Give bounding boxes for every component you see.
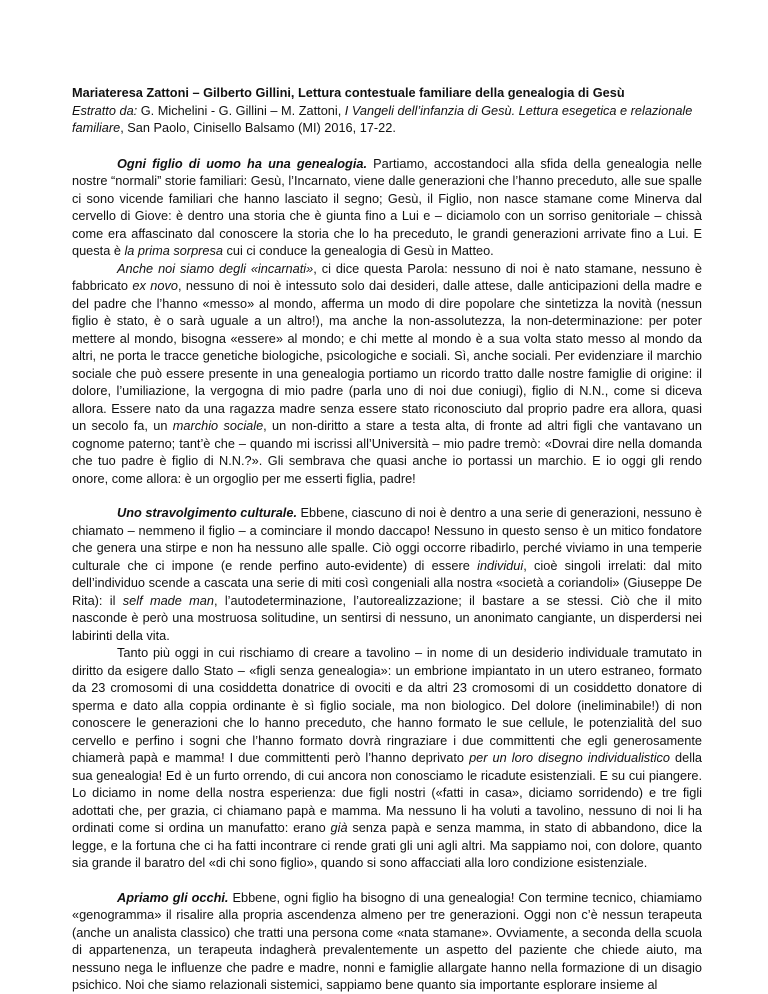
paragraph-text: Partiamo, accostandoci alla sfida della genealogia nelle nostre “normali” storie familiari: Gesù, l’Incarnato, viene dalle generazioni che l’hanno preceduto, alle sue spalle ci sono vicende familiari che hanno lasciato il segno; Gesù, il Figlio, non nasce stamane come Minerva dal cervello di Giove: è dentro una storia che è giunta fino a Lui e – diciamolo con un sorriso genitoriale – chissà come era affascinato dal conoscere la storia che lo ha preceduto, le grandi generazioni arrivate fino a Lui. E questa è (72, 155, 703, 258)
source-label: Estratto da: (72, 102, 138, 118)
body-paragraph (72, 155, 702, 260)
body-paragraph (72, 889, 702, 994)
section-heading: Ogni figlio di uomo ha una genealogia. (117, 155, 368, 171)
italic-text: già (330, 820, 348, 835)
italic-text: individui (477, 557, 524, 573)
source-publisher: , San Paolo, Cinisello Balsamo (MI) 2016, 17-22. (120, 120, 396, 135)
paragraph-text: Ebbene, ciascuno di noi è dentro a una serie di generazioni, nessuno è chiamato – nemmeno il figlio – a cominciare il mondo daccapo! Nessuno in questo senso è un mitico fondatore che genera una stirpe e non ha nessuno alle spalle. Ciò oggi occorre ribadirlo, perché viviamo in una temperie culturale che ci impone (e rende perfino auto-evidente) di essere (72, 505, 702, 573)
section-heading: Apriamo gli occhi. (117, 889, 229, 905)
body-paragraph (72, 644, 702, 872)
paragraph-text: , cioè singoli irrelati: dal mito dell’individuo scende a cascata una serie di miti così congeniali alla nostra «società a coriandoli» (Giuseppe De Rita): il (72, 557, 702, 608)
paragraph-text: , ci dice questa Parola: nessuno di noi è nato stamane, nessuno è fabbricato (72, 260, 702, 293)
body-paragraph (72, 260, 702, 488)
body-paragraph (72, 504, 702, 644)
source-book-title: I Vangeli dell’infanzia di Gesù. Lettura esegetica e relazionale familiare (72, 102, 693, 135)
paragraph-text: della sua genealogia! Ed è un furto orrendo, di cui ancora non conosciamo le ricadute esistenziali. E su cui piangere. Lo diciamo in nome della nostra esperienza: due figli nostri («fatti in casa», diciamo sorridendo) e tre figli adottati che, per grazia, ci chiamano papà e mamma. Ma nessuno li ha voluti a tavolino, nessuno di noi li ha ordinati come si ordina un manufatto: erano (72, 750, 702, 835)
document-title: Mariateresa Zattoni – Gilberto Gillini, Lettura contestuale familiare della genealogia di Gesù (72, 85, 625, 100)
italic-text: la prima sorpresa (124, 243, 223, 258)
italic-text: Anche noi siamo degli «incarnati» (117, 260, 314, 276)
paragraph-text: cui ci conduce la genealogia di Gesù in Matteo. (222, 243, 494, 258)
source-authors: G. Michelini - G. Gillini – M. Zattoni, (137, 102, 345, 118)
body-text (72, 155, 702, 994)
italic-text: per un loro disegno individualistico (469, 750, 670, 765)
section-heading: Uno stravolgimento culturale. (117, 505, 297, 520)
paragraph-text: senza papà e senza mamma, in stato di abbandono, dice la legge, e la fortuna che ci ha fatti incontrare ci rende grati gli uni agli altri. Ma sappiamo noi, con dolore, quanto sia grande il baratro del «di chi sono figlio», quando si sono affacciati alla loro condizione esistenziale. (72, 820, 703, 870)
paragraph-text: Tanto più oggi in cui rischiamo di creare a tavolino – in nome di un desiderio individuale tramutato in diritto da esigere dallo Stato – «figli senza genealogia»: un embrione impiantato in un utero estraneo, formato da 23 cromosomi di una cosiddetta donatrice di ovociti e da altri 23 cromosomi di un cosiddetto donatore di sperma e dato alla coppia ordinante è sì figlio sociale, ma non biologico. Del dolore (ineliminabile!) di non conoscere le generazioni che lo hanno preceduto, che hanno formato le sue cellule, le potenzialità del suo cervello e perfino i sogni che l’hanno formato dovrà ringraziare i due committenti che egli generosamente chiamerà papà e mamma! I due committenti però l’hanno deprivato (72, 645, 702, 765)
italic-text: marchio sociale (172, 418, 264, 433)
paragraph-text: , nessuno di noi è intessuto solo dai desideri, dalle attese, dalle anticipazioni della madre e del padre che l’hanno «messo» al mondo, afferma un modo di dire popolare che sintetizza la novità (nessun figlio è stato, è o sarà uguale a un altro!), ma anche la non-assolutezza, la non-determinazione: per poter mettere al mondo, bisogna «essere» al mondo; e chi mette al mondo è a sua volta stato messo al mondo da altri, ne porta le tracce genetiche biologiche, psicologiche e sociali. Sì, anche sociali. Per evidenziare il marchio sociale che può essere presente in una genealogia portiamo un ricordo tratto dalle nostre famiglie di origine: il dolore, l’umiliazione, la vergogna di mio padre (parla uno di noi due coniugi), figlio di N.N., come si diceva allora. Essere nato da una ragazza madre senza essere stato riconosciuto dal proprio padre era allora, quasi un secolo fa, un (72, 278, 702, 433)
paragraph-text: , un non-diritto a stare a testa alta, di fronte ad altri figli che vantavano un cognome paterno; tant’è che – quando mi iscrissi all’Università – mio padre tremò: «Dovrai dire nella domanda che tuo padre è figlio di N.N.?». Gli sembrava che quasi anche io portassi un marchio. E io oggi gli rendo onore, come allora: è un orgoglio per me esserti figlia, padre! (72, 418, 702, 486)
paragraph-text: , l’autodeterminazione, l’autorealizzazione; il bastare a se stessi. Ciò che il mito nasconde è però una mostruosa solitudine, un sentirsi di nessuno, un anonimato cangiante, un disperdersi nei labirinti della vita. (72, 592, 703, 643)
italic-text: ex novo (132, 278, 178, 293)
paragraph-text: Ebbene, ogni figlio ha bisogno di una genealogia! Con termine tecnico, chiamiamo «genogramma» il risalire alla propria ascendenza almeno per tre generazioni. Oggi non c’è nessun terapeuta (anche un analista classico) che tratti una persona come «nata stamane». Ovviamente, a seconda della scuola di appartenenza, un terapeuta indagherà prevalentemente un aspetto del paziente che chiede aiuto, ma nessuno nega le influenze che padre e madre, nonni e famiglie allargate hanno nella formazione di un disagio psichico. Noi che siamo relazionali sistemici, sappiamo bene quanto sia importante esplorare insieme al (72, 889, 702, 992)
source-citation (72, 102, 702, 137)
italic-text: self made man (122, 592, 214, 608)
